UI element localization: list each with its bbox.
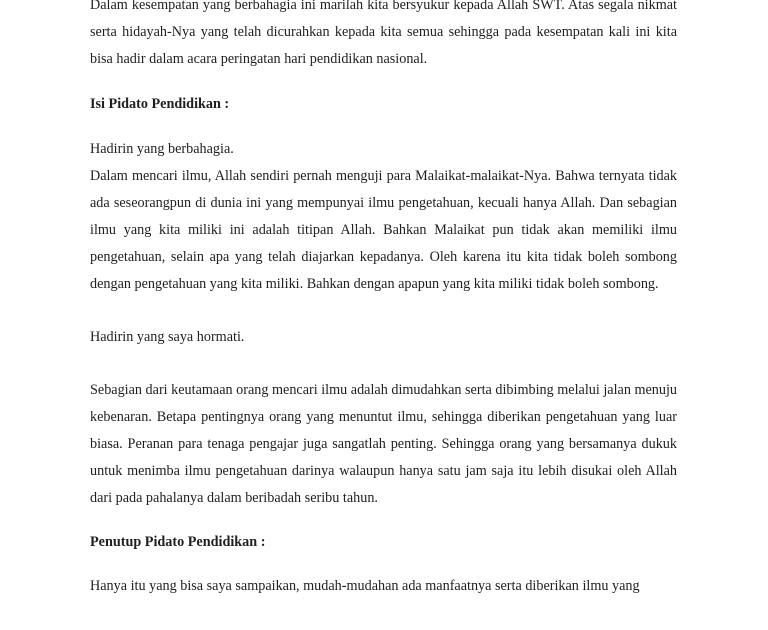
body-paragraph: Dalam mencari ilmu, Allah sendiri pernah menguji para Malaikat-malaikat-Nya. Bahwa ternyata tidak ada seseorangpun di dunia ini yang mempunyai ilmu pengetahuan, kecuali hanya Allah. Dan sebagian ilmu yang kita miliki ini adalah titipan Allah. Bahkan Malaikat pun tidak akan memiliki ilmu pengetahuan, selain apa yang telah diajarkan kepadanya. Oleh karena itu kita tidak boleh sombong dengan pengetahuan yang kita miliki. Bahkan dengan apapun yang kita miliki tidak boleh sombong. xyxy=(90,168,677,292)
greeting-text: Hadirin yang saya hormati. xyxy=(90,329,245,345)
body-paragraph: Sebagian dari keutamaan orang mencari ilmu adalah dimudahkan serta dibimbing melalui jalan menuju kebenaran. Betapa pentingnya orang yang menuntut ilmu, sehingga diberikan pengetahuan yang luar biasa. Peranan para tenaga pengajar juga sangatlah penting. Sehingga orang yang bersamanya dukuk untuk menimba ilmu pengetahuan darinya walaupun hanya satu jam saja itu lebih disukai oleh Allah dari pada pahalanya dalam beribadah seribu tahun. xyxy=(90,382,678,506)
spacer xyxy=(90,556,677,573)
document-page xyxy=(90,0,677,600)
spacer xyxy=(90,512,677,529)
spacer xyxy=(90,351,677,377)
spacer xyxy=(90,73,677,91)
spacer xyxy=(90,298,677,324)
section-heading-closing: Penutup Pidato Pendidikan : xyxy=(90,534,266,550)
opening-paragraph: Dalam kesempatan yang berbahagia ini marilah kita bersyukur kepada Allah SWT. Atas segala nikmat serta hidayah-Nya yang telah dicurahkan kepada kita semua sehingga pada kesempatan kali ini kita bisa hadir dalam acara peringatan hari pendidikan nasional. xyxy=(90,0,677,67)
section-heading-body: Isi Pidato Pendidikan : xyxy=(90,96,230,112)
greeting-text: Hadirin yang berbahagia. xyxy=(90,141,234,157)
closing-paragraph: Hanya itu yang bisa saya sampaikan, mudah-mudahan ada manfaatnya serta diberikan ilmu yang xyxy=(90,578,640,594)
spacer xyxy=(90,118,677,136)
